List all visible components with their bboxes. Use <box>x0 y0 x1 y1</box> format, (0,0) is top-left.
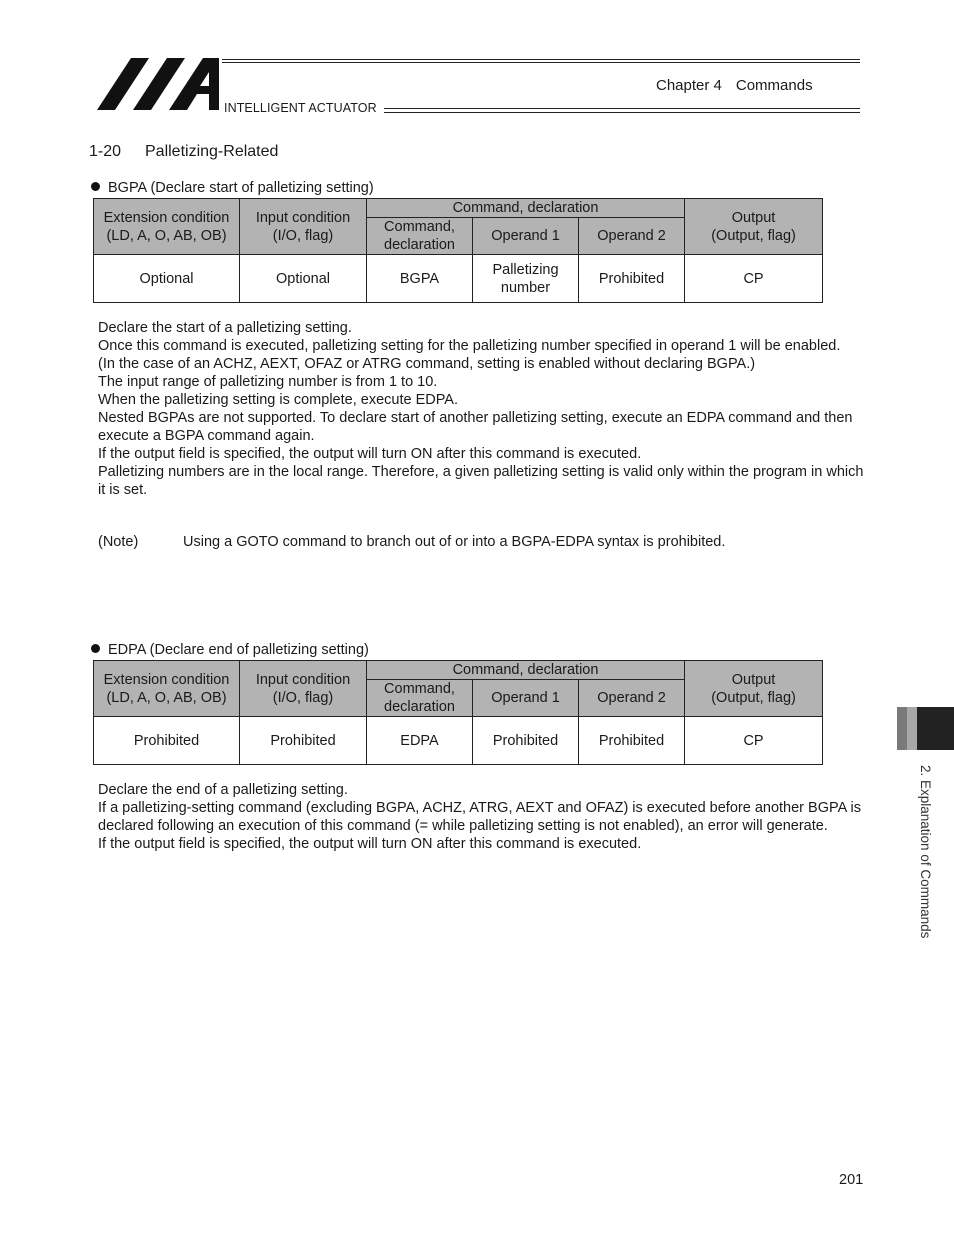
header-ext-cond: Extension condition (LD, A, O, AB, OB) <box>94 661 240 717</box>
chapter-tab <box>897 707 907 750</box>
header-rule <box>384 108 860 109</box>
side-tab-label: 2. Explanation of Commands <box>918 765 933 939</box>
chapter-title: Commands <box>735 77 813 94</box>
page-number: 201 <box>839 1172 864 1188</box>
header-cmd-decl: Command, declaration <box>367 218 473 255</box>
cell-operand2: Prohibited <box>579 717 685 765</box>
bgpa-description <box>98 319 870 499</box>
cell-input-cond: Prohibited <box>240 717 367 765</box>
header-input-cond: Input condition (I/O, flag) <box>240 199 367 255</box>
edpa-description <box>98 781 870 853</box>
cell-output: CP <box>685 255 823 303</box>
edpa-heading-text: EDPA (Declare end of palletizing setting) <box>108 642 369 658</box>
chapter-tab <box>907 707 917 750</box>
section-name: Palletizing-Related <box>145 143 279 160</box>
section-number: 1-20 <box>89 143 122 160</box>
header-ext-cond: Extension condition (LD, A, O, AB, OB) <box>94 199 240 255</box>
edpa-table <box>93 660 823 765</box>
header-input-cond: Input condition (I/O, flag) <box>240 661 367 717</box>
iai-logo <box>97 58 219 110</box>
bgpa-table <box>93 198 823 303</box>
bgpa-heading-text: BGPA (Declare start of palletizing setting) <box>108 180 374 196</box>
bgpa-note <box>98 534 725 550</box>
cell-operand1: Palletizing number <box>473 255 579 303</box>
note-label: (Note) <box>98 534 139 550</box>
header-rule <box>222 62 860 63</box>
paragraph: If a palletizing-setting command (excluding BGPA, ACHZ, ATRG, AEXT and OFAZ) is executed before another BGPA is declared following an execution of this command (= while palletizing setting is not enabled), an error will generate. <box>98 800 861 834</box>
chapter-heading <box>656 77 813 94</box>
table-row <box>94 255 823 303</box>
note-text: Using a GOTO command to branch out of or into a BGPA-EDPA syntax is prohibited. <box>183 534 726 550</box>
header-operand1: Operand 1 <box>473 218 579 255</box>
paragraph: If the output field is specified, the output will turn ON after this command is executed. <box>98 836 642 852</box>
cell-input-cond: Optional <box>240 255 367 303</box>
paragraph: When the palletizing setting is complete, execute EDPA. <box>98 392 459 408</box>
section-title <box>89 143 278 161</box>
header-rule <box>222 59 860 60</box>
table-row <box>94 717 823 765</box>
header-operand2: Operand 2 <box>579 680 685 717</box>
cell-operand2: Prohibited <box>579 255 685 303</box>
header-output: Output (Output, flag) <box>685 661 823 717</box>
header-cmd-group: Command, declaration <box>367 199 685 218</box>
cell-command: BGPA <box>367 255 473 303</box>
paragraph: Declare the start of a palletizing setting. <box>98 320 352 336</box>
bullet-icon <box>91 644 100 653</box>
chapter-tab <box>917 707 954 750</box>
header-operand1: Operand 1 <box>473 680 579 717</box>
paragraph: Declare the end of a palletizing setting. <box>98 782 348 798</box>
paragraph: Once this command is executed, palletizing setting for the palletizing number specified in operand 1 will be enabled. <box>98 338 841 354</box>
cell-ext-cond: Prohibited <box>94 717 240 765</box>
paragraph: If the output field is specified, the output will turn ON after this command is executed. <box>98 446 642 462</box>
header-operand2: Operand 2 <box>579 218 685 255</box>
cell-ext-cond: Optional <box>94 255 240 303</box>
paragraph: The input range of palletizing number is from 1 to 10. <box>98 374 438 390</box>
header-cmd-group: Command, declaration <box>367 661 685 680</box>
paragraph: (In the case of an ACHZ, AEXT, OFAZ or ATRG command, setting is enabled without declaring BGPA.) <box>98 356 756 372</box>
header-rule <box>384 112 860 113</box>
paragraph: Palletizing numbers are in the local range. Therefore, a given palletizing setting is valid only within the program in which it is set. <box>98 464 864 498</box>
cell-output: CP <box>685 717 823 765</box>
bullet-icon <box>91 182 100 191</box>
chapter-label: Chapter 4 <box>656 77 722 94</box>
header-cmd-decl: Command, declaration <box>367 680 473 717</box>
edpa-heading <box>91 642 369 658</box>
paragraph: Nested BGPAs are not supported. To declare start of another palletizing setting, execute an EDPA command and then execute a BGPA command again. <box>98 410 853 444</box>
cell-operand1: Prohibited <box>473 717 579 765</box>
bgpa-heading <box>91 180 374 196</box>
brand-text: INTELLIGENT ACTUATOR <box>224 101 377 115</box>
cell-command: EDPA <box>367 717 473 765</box>
header-output: Output (Output, flag) <box>685 199 823 255</box>
